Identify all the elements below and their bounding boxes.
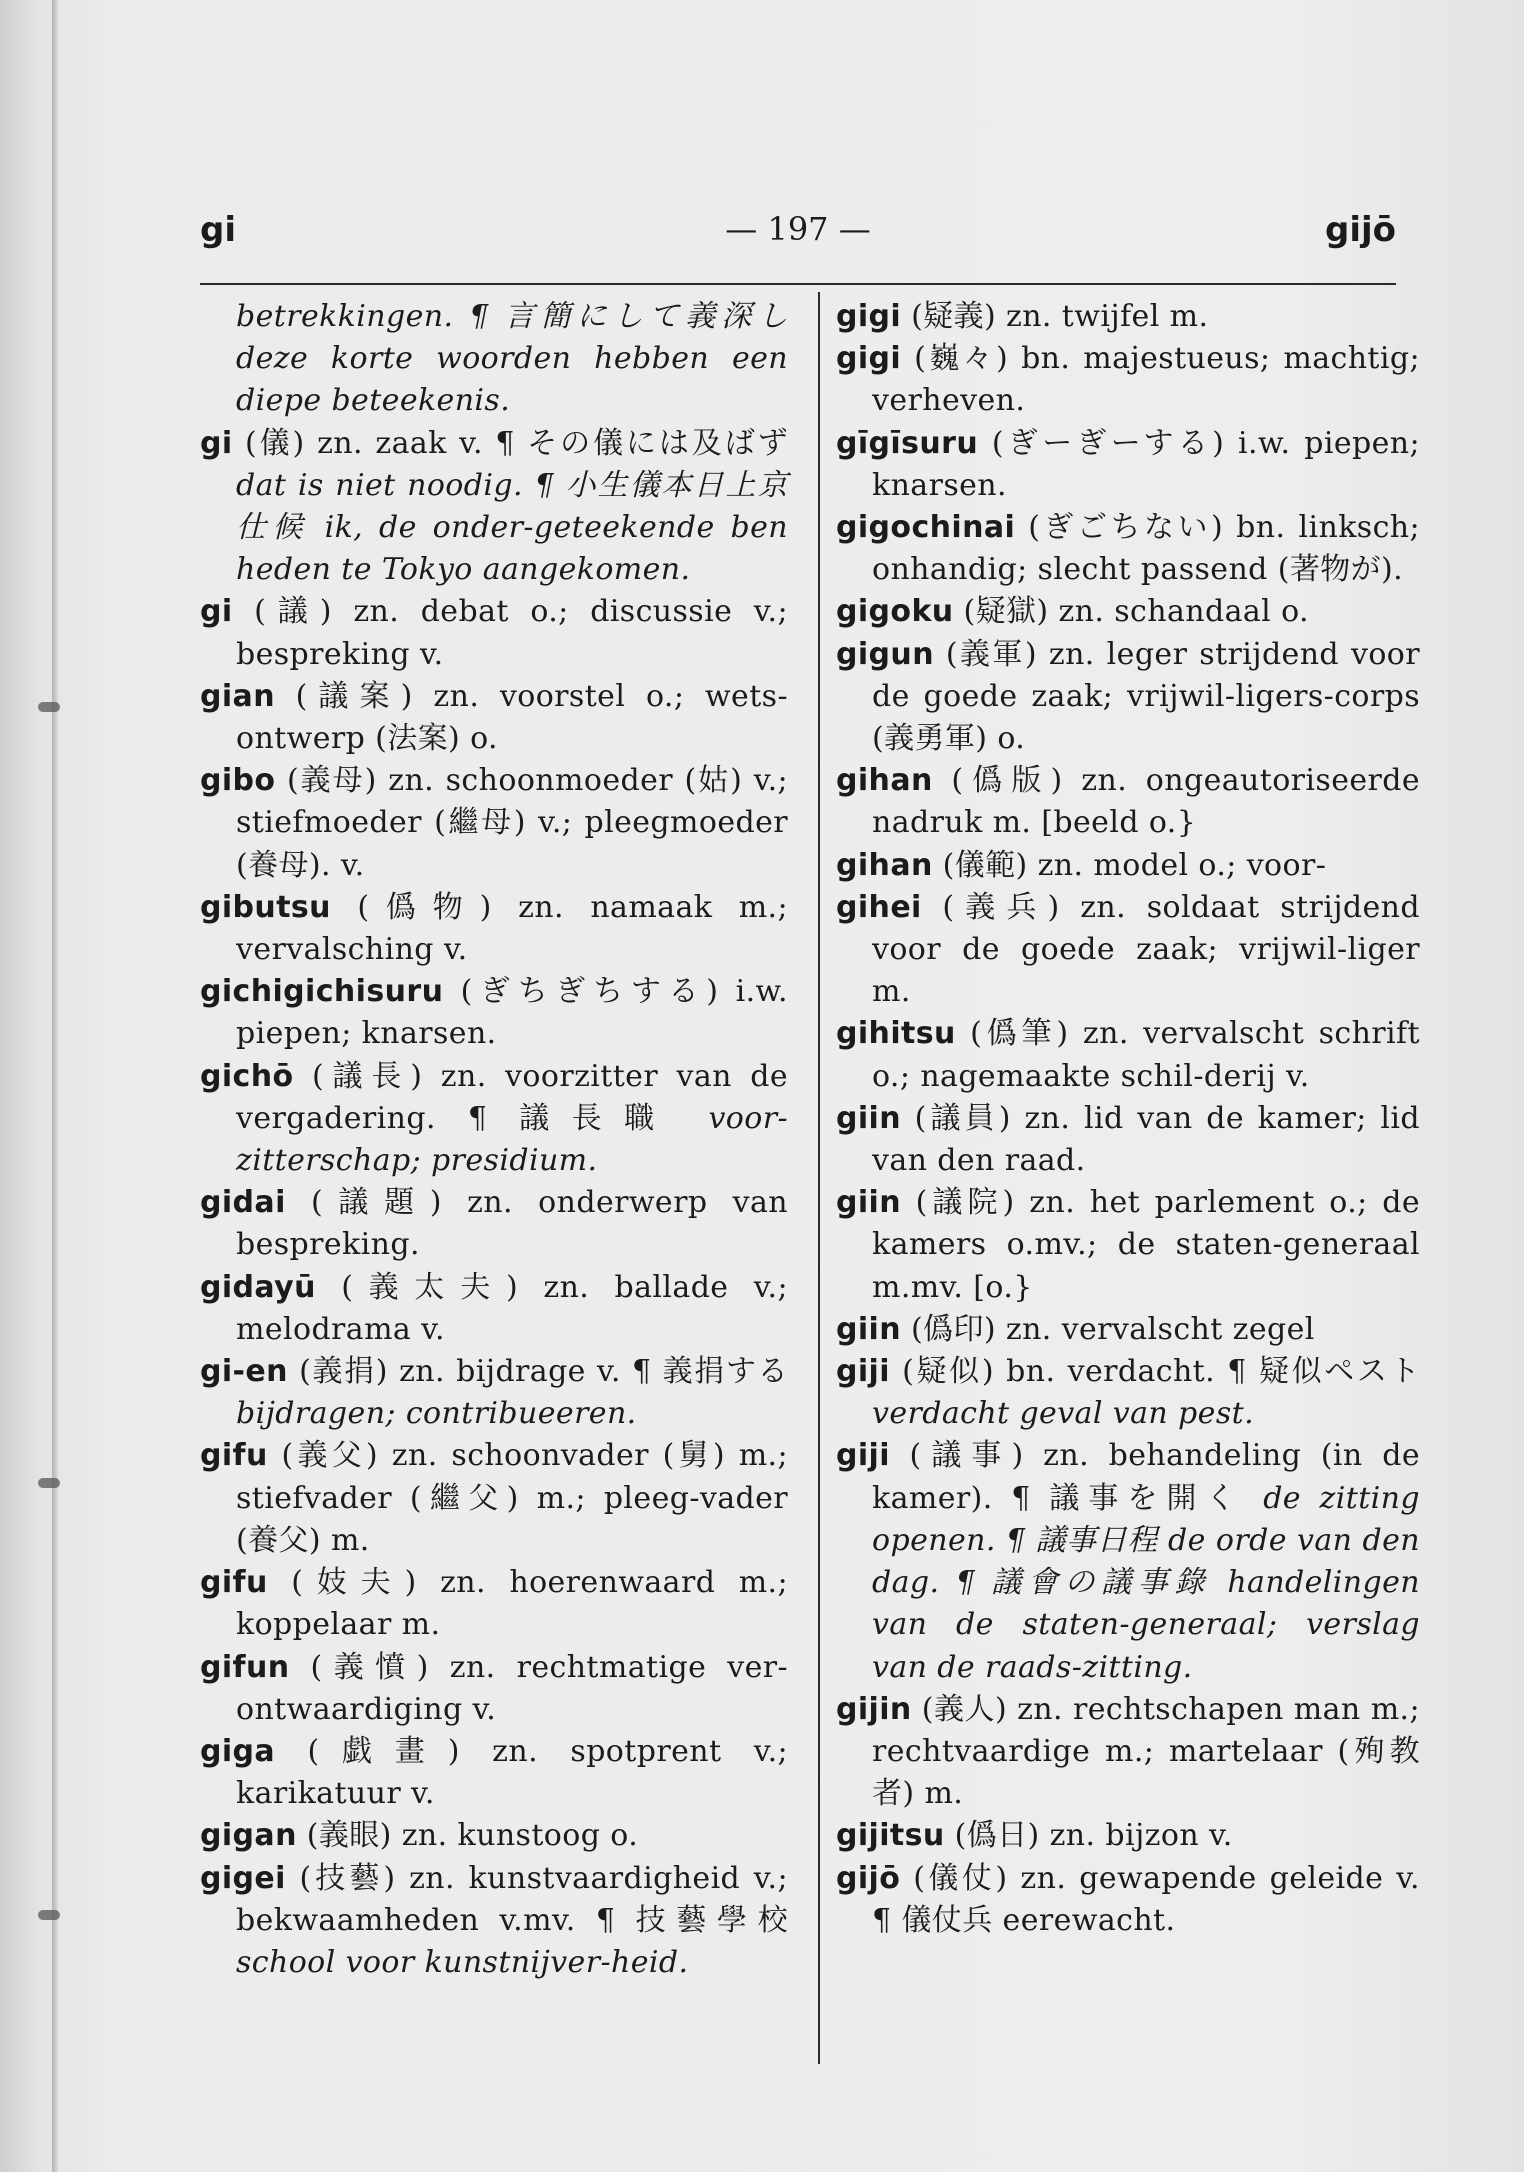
entry-definition: (僞印) zn. vervalscht zegel	[910, 1311, 1315, 1347]
entry-headword: gi	[200, 425, 233, 461]
dictionary-entry	[836, 1309, 1420, 1351]
entry-example: verdacht geval van pest.	[872, 1396, 1255, 1432]
entry-headword: gigun	[836, 636, 934, 672]
entry-definition: (僞物) zn. namaak m.; vervalsching v.	[236, 889, 788, 968]
entry-example: betrekkingen. ¶ 言簡にして義深し deze korte woorden hebben een diepe beteekenis.	[236, 299, 788, 419]
page-header	[200, 210, 1396, 258]
entry-definition: (儀範) zn. model o.; voor-	[942, 847, 1327, 883]
entry-headword: gigi	[836, 299, 902, 334]
dictionary-entry	[836, 1815, 1420, 1857]
entry-definition: (義憤) zn. rechtmatige ver-ontwaardiging v.	[236, 1649, 789, 1727]
dictionary-entry	[836, 1435, 1420, 1688]
entry-definition: (義人) zn. rechtschapen man m.; rechtvaardige m.; martelaar (殉教者) m.	[872, 1691, 1420, 1812]
entry-definition: (儀仗) zn. gewapende geleide v. ¶ 儀仗兵 eerewacht.	[872, 1860, 1420, 1938]
dictionary-entry	[836, 591, 1420, 633]
entry-definition: (疑義) zn. twijfel m.	[911, 299, 1209, 334]
dictionary-entry	[200, 760, 788, 887]
dictionary-entry	[836, 887, 1420, 1014]
column-divider	[818, 292, 820, 2064]
dictionary-entry	[200, 887, 788, 971]
entry-definition: (議員) zn. lid van de kamer; lid van den raad.	[872, 1100, 1420, 1179]
binding-hole	[38, 1910, 60, 1920]
dictionary-entry	[836, 1098, 1420, 1182]
dictionary-entry	[200, 1056, 788, 1183]
entry-headword: gigan	[200, 1818, 297, 1854]
entry-headword: gigei	[200, 1860, 286, 1896]
dictionary-entry	[836, 760, 1420, 844]
dictionary-entry	[200, 676, 788, 760]
entry-definition: (疑獄) zn. schandaal o.	[963, 594, 1309, 630]
dictionary-entry	[836, 1182, 1420, 1309]
entry-headword: gi-en	[200, 1354, 288, 1390]
header-rule	[200, 283, 1396, 285]
dictionary-entry	[200, 971, 788, 1055]
dictionary-entry	[200, 1731, 788, 1815]
page-number: — 197 —	[725, 210, 871, 248]
entry-definition: (義母) zn. schoonmoeder (姑) v.; stiefmoeder (繼母) v.; pleegmoeder (養母). v.	[236, 763, 789, 883]
dictionary-entry	[836, 1013, 1420, 1097]
entry-definition: (巍々) bn. majestueus; machtig; verheven.	[872, 341, 1420, 419]
entry-definition: (疑似) bn. verdacht. ¶ 疑似ペスト	[902, 1354, 1420, 1390]
entry-definition: (ぎーぎーする) i.w. piepen; knarsen.	[872, 425, 1421, 503]
entry-headword: gijō	[836, 1860, 901, 1896]
dictionary-entry	[200, 1858, 788, 1985]
entry-definition: (戯畫) zn. spotprent v.; karikatuur v.	[236, 1733, 789, 1812]
entry-definition: (技藝) zn. kunstvaardigheid v.; bekwaamheden v.mv. ¶ 技藝學校	[236, 1860, 788, 1938]
dictionary-entry	[200, 1267, 788, 1351]
entry-headword: giin	[836, 1311, 901, 1347]
dictionary-entry	[836, 845, 1420, 887]
binding-hole	[38, 1478, 60, 1488]
entry-headword: gīgīsuru	[836, 425, 979, 461]
entry-definition: (ぎちぎちする) i.w. piepen; knarsen.	[236, 974, 788, 1052]
entry-headword: giga	[200, 1733, 276, 1769]
entry-definition: (義兵) zn. soldaat strijdend voor de goede zaak; vrijwil-liger m.	[872, 889, 1420, 1010]
entry-definition: (妓夫) zn. hoerenwaard m.; koppelaar m.	[236, 1565, 789, 1643]
entry-definition: (議院) zn. het parlement o.; de kamers o.mv.; de staten-generaal m.mv. [o.}	[872, 1185, 1421, 1305]
entry-definition: (議題) zn. onderwerp van bespreking.	[236, 1185, 789, 1263]
entry-definition: (儀) zn. zaak v. ¶ その儀には及ばず	[245, 425, 789, 461]
entry-headword: gifun	[200, 1649, 290, 1685]
entry-headword: gichō	[200, 1058, 294, 1094]
entry-definition: (ぎごちない) bn. linksch; onhandig; slecht passend (著物が).	[872, 510, 1421, 588]
entry-headword: gifu	[200, 1565, 268, 1601]
entry-definition: (議長) zn. voorzitter van de vergadering. ¶ 議長職	[236, 1058, 789, 1136]
header-first-word: gi	[200, 210, 236, 250]
entry-headword: gijin	[836, 1691, 912, 1727]
entry-example: de zitting openen. ¶ 議事日程 de orde van den dag. ¶ 議會の議事錄 handelingen van de staten-generaal; verslag van de raads-zitting.	[872, 1480, 1420, 1685]
entry-example: dat is niet noodig. ¶ 小生儀本日上京仕候 ik, de onder-geteekende ben heden te Tokyo aangekomen.	[236, 467, 788, 588]
dictionary-entry	[200, 1562, 788, 1646]
header-last-word: gijō	[1324, 210, 1396, 250]
dictionary-entry	[836, 423, 1420, 507]
entry-headword: gijitsu	[836, 1818, 945, 1854]
entry-example: voor-zitterschap; presidium.	[236, 1100, 789, 1179]
entry-definition: (僞版) zn. ongeautoriseerde nadruk m. [beeld o.}	[872, 763, 1420, 841]
entry-headword: gi	[200, 594, 233, 630]
dictionary-entry	[200, 423, 788, 592]
entry-definition: (僞日) zn. bijzon v.	[954, 1818, 1233, 1854]
dictionary-entry	[836, 296, 1420, 338]
entry-example: bijdragen; contribueeren.	[236, 1396, 637, 1432]
entry-headword: giji	[836, 1354, 890, 1390]
entry-definition: (議事) zn. behandeling (in de kamer). ¶ 議事を開く	[872, 1438, 1420, 1516]
entry-headword: gigoku	[836, 594, 954, 630]
entry-headword: giin	[836, 1185, 901, 1221]
entry-headword: gibo	[200, 763, 276, 799]
entry-definition: (義眼) zn. kunstoog o.	[306, 1818, 639, 1854]
left-column	[200, 296, 788, 1984]
dictionary-entry	[200, 591, 788, 675]
dictionary-entry	[836, 507, 1420, 591]
right-column	[836, 296, 1420, 1942]
entry-headword: gifu	[200, 1438, 268, 1474]
entry-definition: (義太夫) zn. ballade v.; melodrama v.	[236, 1269, 788, 1347]
binding-hole	[38, 702, 60, 712]
entry-definition: (議案) zn. voorstel o.; wets-ontwerp (法案) o.	[236, 678, 788, 757]
dictionary-entry	[200, 1647, 788, 1731]
entry-example: school voor kunstnijver-heid.	[236, 1944, 689, 1980]
dictionary-entry	[836, 634, 1420, 761]
dictionary-entry	[836, 1689, 1420, 1816]
entry-headword: gidayū	[200, 1269, 316, 1305]
entry-headword: gihan	[836, 763, 933, 799]
entry-definition: (僞筆) zn. vervalscht schrift o.; nagemaakte schil-derij v.	[872, 1016, 1421, 1094]
dictionary-entry	[836, 1351, 1420, 1435]
dictionary-entry	[836, 1858, 1420, 1942]
dictionary-entry	[836, 338, 1420, 422]
entry-headword: giji	[836, 1438, 890, 1474]
entry-headword: gichigichisuru	[200, 974, 444, 1010]
entry-headword: gigochinai	[836, 510, 1016, 546]
dictionary-entry	[200, 1435, 788, 1562]
entry-headword: gian	[200, 678, 275, 714]
entry-headword: gihitsu	[836, 1016, 956, 1052]
entry-headword: gibutsu	[200, 889, 331, 925]
entry-definition: (義軍) zn. leger strijdend voor de goede zaak; vrijwil-ligers-corps (義勇軍) o.	[872, 636, 1420, 757]
entry-definition: (義捐) zn. bijdrage v. ¶ 義捐する	[299, 1354, 788, 1390]
entry-headword: gigi	[836, 341, 902, 377]
entry-headword: gihan	[836, 847, 933, 883]
book-spine	[52, 0, 58, 2172]
entry-headword: giin	[836, 1100, 901, 1136]
entry-headword: gihei	[836, 889, 922, 925]
entry-definition: (義父) zn. schoonvader (舅) m.; stiefvader (繼父) m.; pleeg-vader (養父) m.	[236, 1438, 788, 1558]
dictionary-entry	[200, 296, 788, 423]
entry-definition: (議) zn. debat o.; discussie v.; bespreking v.	[236, 594, 788, 672]
dictionary-entry	[200, 1351, 788, 1435]
entry-headword: gidai	[200, 1185, 286, 1221]
dictionary-entry	[200, 1815, 788, 1857]
dictionary-entry	[200, 1182, 788, 1266]
